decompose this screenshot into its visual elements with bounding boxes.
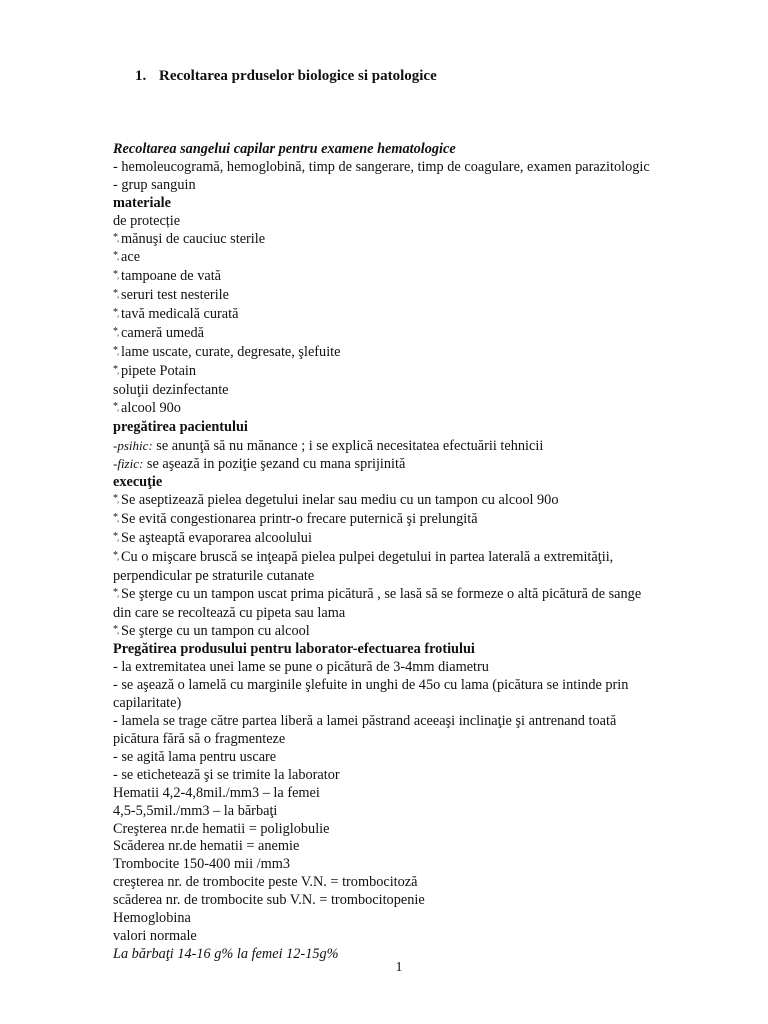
bullet-icon: *̦ (113, 586, 118, 598)
bullet-icon: *̦ (113, 549, 118, 561)
bullet-item (113, 549, 713, 568)
section-title: Recoltarea prduselor biologice si patologice (159, 68, 437, 84)
bullet-icon: *̦ (113, 531, 118, 543)
bullet-item (113, 344, 713, 363)
bullet-icon: *̦ (113, 512, 118, 524)
bullet-item (113, 623, 713, 642)
bullet-text: Se evită congestionarea printr-o frecare puternică şi prelungită (121, 511, 478, 528)
text-line: capilaritate) (113, 695, 182, 712)
bullet-text: seruri test nesterile (121, 287, 229, 304)
text-line: valori normale (113, 927, 197, 944)
bullet-text: Cu o mişcare bruscă se inţeapă pielea pulpei degetului in partea laterală a extremităţii, (121, 548, 614, 565)
procedure-title: Recoltarea sangelui capilar pentru examene hematologice (113, 141, 456, 157)
bullet-icon: *̦ (113, 344, 118, 356)
bullet-icon: *̦ (113, 363, 118, 375)
document-body (113, 141, 713, 964)
bullet-item (113, 492, 713, 511)
line-text: se anunţă să nu mănance ; i se explică necesitatea efectuării tehnicii (152, 437, 544, 454)
subheading: Pregătirea produsului pentru laborator-efectuarea frotiului (113, 641, 475, 658)
bullet-text: Se şterge cu un tampon cu alcool (121, 622, 310, 639)
subheading: pregătirea pacientului (113, 418, 248, 435)
text-line: de protecție (113, 212, 181, 229)
bullet-text: ace (121, 249, 141, 266)
bullet-icon: *̦ (113, 250, 118, 262)
bullet-item (113, 511, 713, 530)
text-line: - hemoleucogramă, hemoglobină, timp de sangerare, timp de coagulare, examen parazitologic (113, 158, 650, 175)
bullet-item (113, 287, 713, 306)
bullet-text: lame uscate, curate, degresate, şlefuite (121, 343, 341, 360)
text-line: 4,5-5,5mil./mm3 – la bărbaţi (113, 802, 278, 819)
bullet-icon: *̦ (113, 326, 118, 338)
bullet-text: pipete Potain (121, 362, 197, 379)
line-text: se aşează in poziţie şezand cu mana sprijinită (143, 456, 406, 473)
bullet-item (113, 325, 713, 344)
text-line: - se etichetează şi se trimite la laborator (113, 766, 340, 783)
bullet-icon: *̦ (113, 307, 118, 319)
bullet-item (113, 306, 713, 325)
text-line: - lamela se trage către partea liberă a lamei păstrand aceeaşi inclinaţie şi antrenand toată (113, 713, 617, 730)
bullet-icon: *̦ (113, 231, 118, 243)
text-line: - se aşează o lamelă cu marginile şlefuite in unghi de 45o cu lama (picătura se intinde prin (113, 677, 629, 694)
text-line: - la extremitatea unei lame se pune o picătură de 3-4mm diametru (113, 659, 489, 676)
bullet-text: alcool 90o (121, 399, 181, 416)
text-line: Hemoglobina (113, 910, 191, 927)
bullet-item (113, 249, 713, 268)
text-line: picătura fără să o fragmenteze (113, 731, 286, 747)
text-line: Trombocite 150-400 mii /mm3 (113, 856, 290, 873)
text-line: Scăderea nr.de hematii = anemie (113, 838, 300, 855)
page-number: 1 (395, 960, 403, 975)
section-heading (135, 68, 437, 85)
bullet-item (113, 268, 713, 287)
line-label: -psihic: (113, 437, 153, 453)
bullet-icon: *̦ (113, 269, 118, 281)
text-line: Creşterea nr.de hematii = poliglobulie (113, 820, 330, 837)
bullet-item (113, 363, 713, 382)
italic-note: La bărbaţi 14-16 g% la femei 12-15g% (113, 945, 339, 962)
text-line: creşterea nr. de trombocite peste V.N. = trombocitoză (113, 874, 418, 891)
text-line: din care se recoltează cu pipeta sau lama (113, 604, 346, 621)
text-line: Hematii 4,2-4,8mil./mm3 – la femei (113, 784, 320, 801)
bullet-text: mănuşi de cauciuc sterile (121, 230, 266, 247)
line-label: -fizic: (113, 456, 144, 472)
labeled-line (113, 437, 713, 456)
text-line: - se agită lama pentru uscare (113, 748, 277, 765)
bullet-item (113, 530, 713, 549)
bullet-icon: *̦ (113, 288, 118, 300)
bullet-item (113, 586, 713, 605)
bullet-item (113, 231, 713, 250)
bullet-icon: *̦ (113, 400, 118, 412)
subheading: execuţie (113, 474, 163, 491)
section-number: 1. (135, 68, 147, 84)
bullet-text: Se aşteaptă evaporarea alcoolului (121, 530, 312, 547)
bullet-text: Se aseptizează pielea degetului inelar sau mediu cu un tampon cu alcool 90o (121, 492, 559, 509)
text-line: - grup sanguin (113, 176, 196, 193)
text-line: perpendicular pe straturile cutanate (113, 567, 315, 584)
bullet-text: tavă medicală curată (121, 306, 239, 323)
subheading: materiale (113, 194, 171, 211)
labeled-line (113, 455, 713, 474)
bullet-icon: *̦ (113, 493, 118, 505)
bullet-item (113, 400, 713, 419)
text-line: soluţii dezinfectante (113, 381, 229, 398)
bullet-text: cameră umedă (121, 325, 204, 342)
bullet-text: tampoane de vată (121, 268, 222, 285)
text-line: scăderea nr. de trombocite sub V.N. = trombocitopenie (113, 892, 425, 909)
bullet-icon: *̦ (113, 623, 118, 635)
bullet-text: Se şterge cu un tampon uscat prima picătură , se lasă să se formeze o altă picătură de sange (121, 585, 642, 602)
